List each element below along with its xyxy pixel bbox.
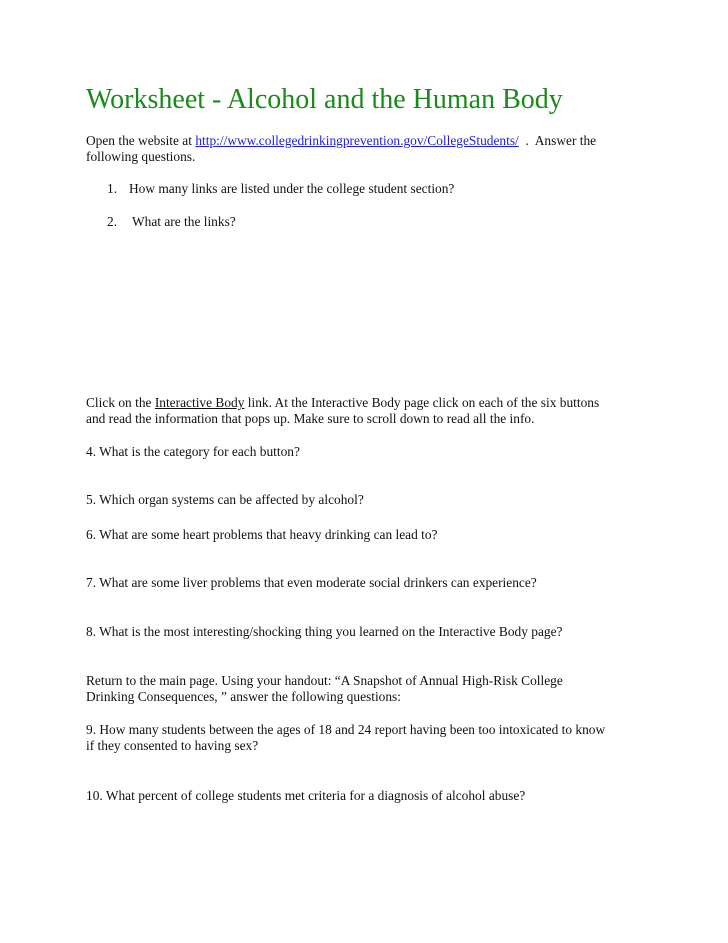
question-9-line-1: 9. How many students between the ages of 18 and 24 report having been too intoxicated to know bbox=[86, 722, 606, 737]
intro-prefix: Open the website at bbox=[86, 133, 196, 148]
list-number: 1. bbox=[107, 181, 118, 196]
question-6: 6. What are some heart problems that heavy drinking can lead to? bbox=[86, 527, 438, 542]
question-10: 10. What percent of college students met criteria for a diagnosis of alcohol abuse? bbox=[86, 788, 526, 803]
return-line-2: Drinking Consequences, ” answer the following questions: bbox=[86, 689, 401, 704]
return-line-1: Return to the main page. Using your handout: “A Snapshot of Annual High-Risk College bbox=[86, 673, 563, 688]
question-7: 7. What are some liver problems that even moderate social drinkers can experience? bbox=[86, 575, 537, 590]
interactive-body-link[interactable]: Interactive Body bbox=[154, 395, 245, 410]
page-title: Worksheet - Alcohol and the Human Body bbox=[86, 84, 563, 115]
intro-line-2: following questions. bbox=[86, 149, 196, 164]
interactive-line-2: and read the information that pops up. Make sure to scroll down to read all the info. bbox=[86, 411, 535, 426]
question-2: What are the links? bbox=[132, 214, 236, 229]
interactive-suffix: link. At the Interactive Body page click on each of the six buttons bbox=[244, 395, 600, 410]
question-5: 5. Which organ systems can be affected by alcohol? bbox=[86, 492, 364, 507]
intro-suffix: . Answer the bbox=[518, 133, 597, 148]
website-link[interactable]: http://www.collegedrinkingprevention.gov/CollegeStudents/ bbox=[195, 133, 519, 148]
question-8: 8. What is the most interesting/shocking thing you learned on the Interactive Body page? bbox=[86, 624, 563, 639]
question-1: How many links are listed under the college student section? bbox=[129, 181, 455, 196]
interactive-prefix: Click on the bbox=[86, 395, 155, 410]
question-4: 4. What is the category for each button? bbox=[86, 444, 300, 459]
interactive-line bbox=[86, 395, 599, 411]
question-9-line-2: if they consented to having sex? bbox=[86, 738, 259, 753]
list-number: 2. bbox=[107, 214, 118, 229]
intro-line bbox=[86, 133, 596, 149]
